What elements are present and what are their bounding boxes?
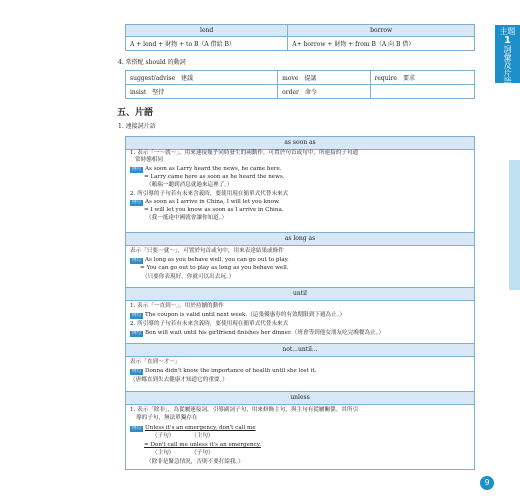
page-number: 9 bbox=[480, 476, 494, 490]
verb-cell: suggest/advise 建議 bbox=[126, 71, 278, 85]
block-header: not...until... bbox=[126, 343, 474, 357]
side-stripe bbox=[509, 160, 520, 290]
rule-line: 1. 表示「除非」，為從屬連接詞，引導副詞子句，用來修飾主句，與主句有從屬關係。其所引 bbox=[130, 407, 359, 413]
translation-line: （除非是緊急情況，否則不要打給我。） bbox=[146, 459, 244, 465]
translation-line: （唐娜直到失去健康才知道它的重要。） bbox=[130, 377, 228, 383]
rule-line: 1. 表示「一直到～」，用於持續的動作 bbox=[130, 303, 224, 309]
example-line: Donna didn't know the importance of health until she lost it. bbox=[145, 368, 317, 374]
tab-number: 1 bbox=[504, 35, 511, 46]
section-subtitle: 1. 連接詞片語 bbox=[118, 123, 156, 130]
rule-line: 常時態相同 bbox=[135, 157, 163, 163]
section-title: 五、片語 bbox=[117, 108, 154, 118]
block-header: unless bbox=[126, 391, 474, 405]
verb-cell-empty bbox=[370, 85, 474, 99]
verb-cell: move 提議 bbox=[278, 71, 370, 85]
block-header: as long as bbox=[126, 232, 474, 246]
should-verbs-table bbox=[125, 70, 475, 99]
rule-line: 表示「只要～就～」，可置於句首或句中，用來表達結果或條件 bbox=[130, 248, 284, 254]
verb-cell: require 要求 bbox=[370, 71, 474, 85]
example-tag: 例句 bbox=[132, 426, 141, 431]
example-line: = You can go out to play as long as you behave well. bbox=[140, 265, 289, 271]
example-tag: 例句 bbox=[132, 313, 141, 318]
cell-lend: A + lend + 財物 + to B（A 借給 B） bbox=[126, 37, 288, 51]
example-tag: 例句 bbox=[132, 331, 141, 336]
example-tag: 例句 bbox=[132, 167, 141, 172]
verb-cell: order 命令 bbox=[278, 85, 370, 99]
rule-line: 表示「直到～才～」 bbox=[130, 359, 181, 365]
rule-line: 導的子句，無法單獨存在 bbox=[136, 415, 198, 421]
example-line: = Larry came here as soon as he heard the news. bbox=[144, 174, 285, 180]
example-line: As long as you behave well, you can go out to play. bbox=[145, 257, 289, 263]
example-tag: 例句 bbox=[132, 369, 141, 374]
rule-line: 2. 所引導的子句若有未來含義時，要使用現在簡單式代替未來式 bbox=[130, 191, 289, 197]
example-line: As soon as Larry heard the news, he came here. bbox=[145, 166, 282, 172]
block-header: until bbox=[126, 287, 474, 301]
phrase-box bbox=[125, 136, 475, 470]
clause-labels: （子句） （主句） bbox=[152, 433, 214, 439]
translation-line: （只要你表現好，你就可以出去玩。） bbox=[142, 274, 235, 280]
example-line: = Don't call me unless it's an emergency. bbox=[144, 442, 261, 448]
verb-cell: insist 堅持 bbox=[126, 85, 278, 99]
example-line: Ben will wait until his girlfriend finishes her dinner.（班會等到他女朋友吃完晚餐為止。） bbox=[145, 330, 385, 336]
example-line: The coupon is valid until next week.（這張優惠券的有效期限到下週為止。） bbox=[145, 312, 346, 318]
rule-line: 1. 表示「一～就～」，用來連接幾乎同時發生的兩動作，可置於句首或句中，所連接的子句通 bbox=[130, 150, 359, 156]
cell-borrow: A+ borrow + 財物 + from B（A 向 B 借） bbox=[288, 37, 475, 51]
tab-topic: 主題 bbox=[499, 27, 516, 36]
clause-labels: （主句） （子句） bbox=[152, 450, 214, 456]
chapter-tab bbox=[495, 25, 520, 83]
item4-title: 4. 常搭配 should 的動詞 bbox=[118, 59, 186, 66]
lend-borrow-table bbox=[125, 24, 475, 51]
tab-label: 詞彙及片語 bbox=[503, 45, 512, 85]
header-lend: lend bbox=[126, 25, 288, 37]
example-line: As soon as I arrive in China, I will let you know. bbox=[145, 199, 280, 205]
example-line: Unless it's an emergency, don't call me bbox=[145, 425, 256, 431]
example-tag: 例句 bbox=[132, 258, 141, 263]
rule-line: 2. 所引導的子句若有未來含義時，要使用現在簡單式代替未來式 bbox=[130, 321, 289, 327]
translation-line: （賴瑞一聽到消息就過來這裡了。） bbox=[146, 182, 233, 188]
header-borrow: borrow bbox=[288, 25, 475, 37]
example-line: = I will let you know as soon as I arrive in China. bbox=[144, 207, 284, 213]
translation-line: （我一抵達中國就會讓你知道。） bbox=[146, 215, 228, 221]
block-header: as soon as bbox=[126, 136, 474, 150]
example-tag: 例句 bbox=[132, 200, 141, 205]
